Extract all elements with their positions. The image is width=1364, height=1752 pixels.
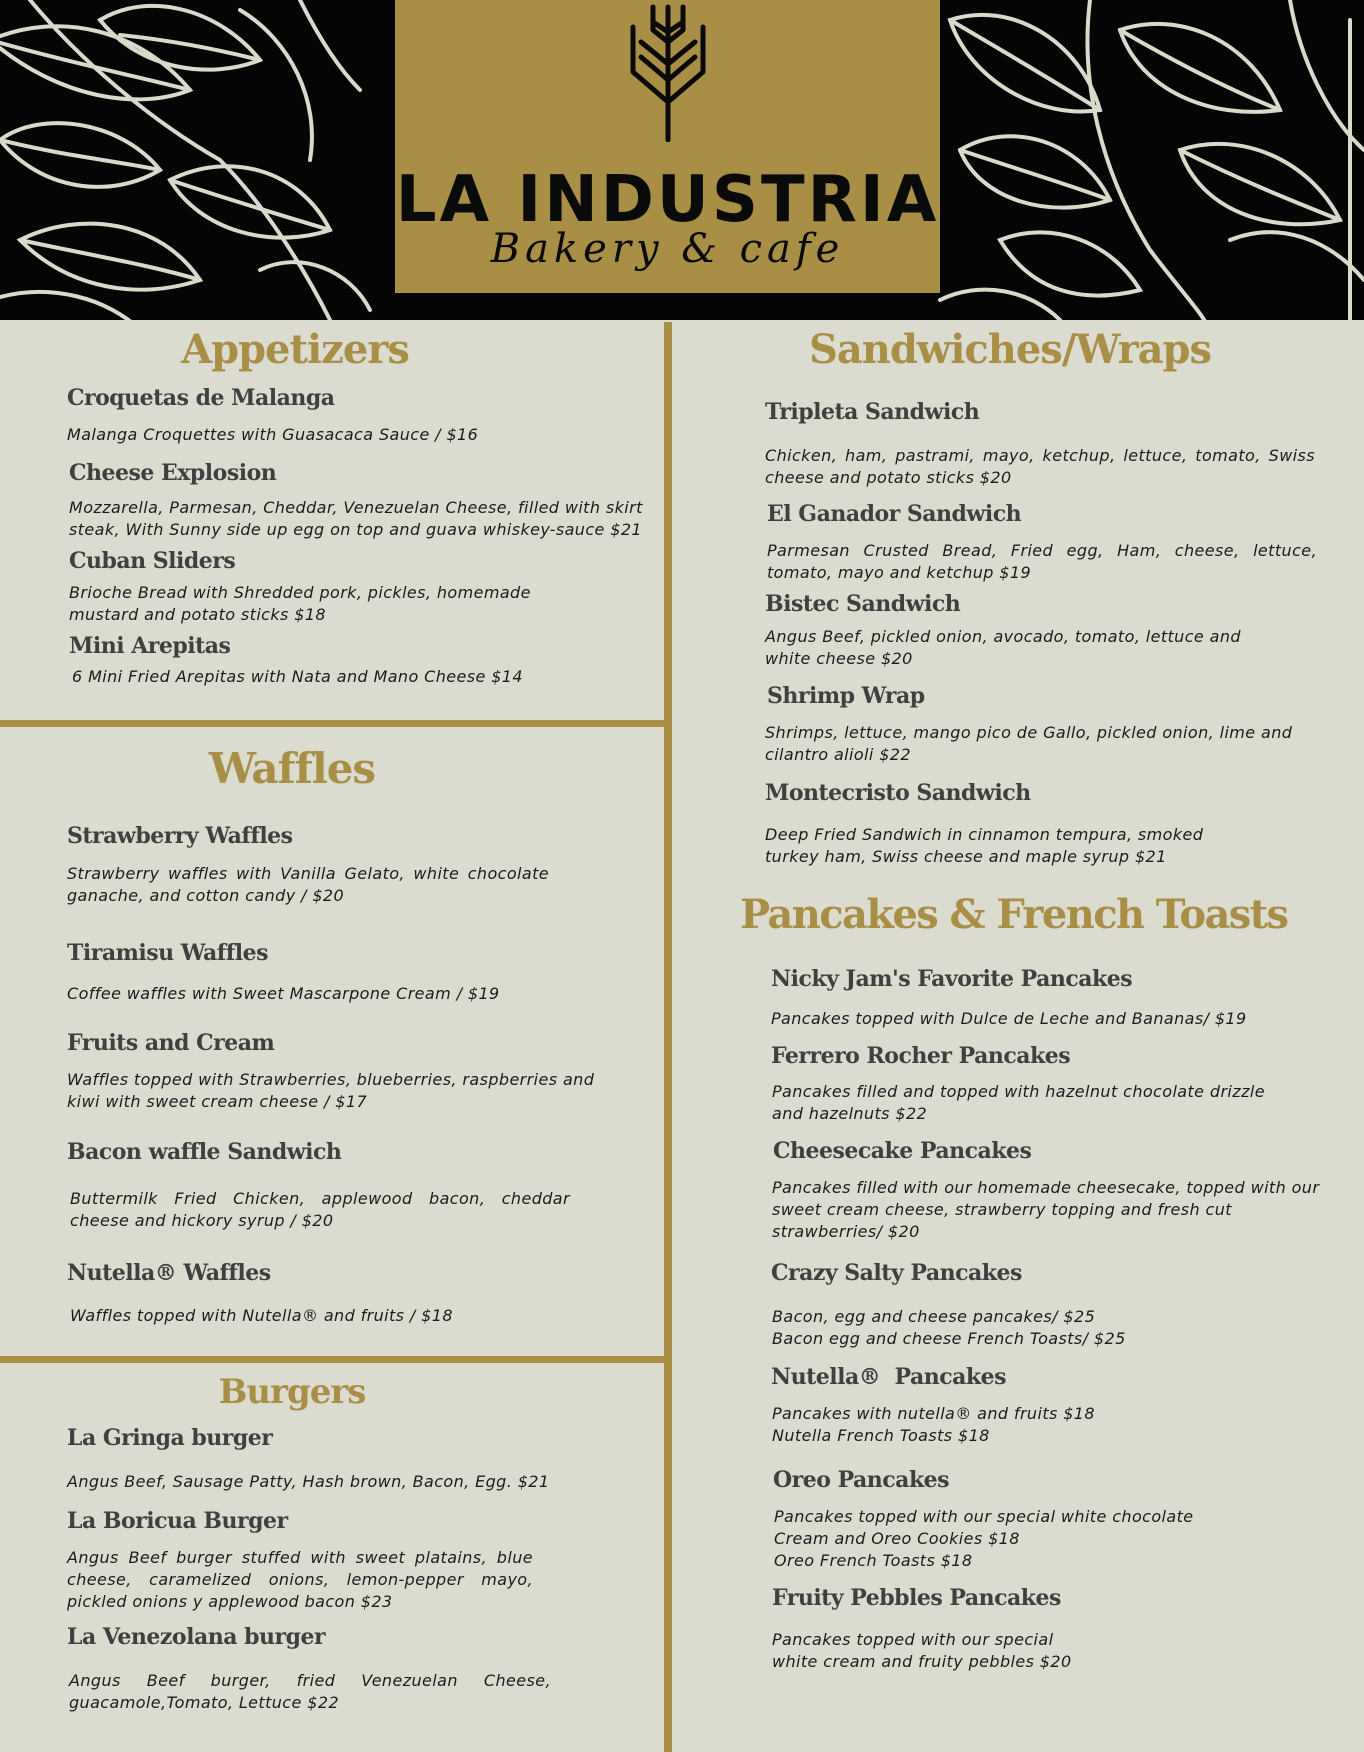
item-name-ferrero-rocher: Ferrero Rocher Pancakes — [771, 1043, 1071, 1069]
item-desc-montecristo: Deep Fried Sandwich in cinnamon tempura, smoked turkey ham, Swiss cheese and maple syrup $21 — [765, 825, 1204, 866]
item-name-bacon-waffle-sandwich: Bacon waffle Sandwich — [67, 1139, 342, 1165]
item-name-la-gringa: La Gringa burger — [67, 1425, 273, 1451]
item-name-fruits-and-cream: Fruits and Cream — [67, 1030, 275, 1056]
item-name-el-ganador: El Ganador Sandwich — [767, 501, 1022, 527]
item-desc-nutella-pancakes: Pancakes with nutella® and fruits $18 Nutella French Toasts $18 — [772, 1404, 1095, 1445]
item-desc-cheese-explosion: Mozzarella, Parmesan, Cheddar, Venezuelan Cheese, filled with skirt steak, With Sunny side up egg on top and guava whiskey-sauce $21 — [69, 498, 643, 539]
item-name-cuban-sliders: Cuban Sliders — [69, 548, 236, 574]
item-desc-fruity-pebbles: Pancakes topped with our special white cream and fruity pebbles $20 — [772, 1630, 1072, 1671]
item-name-cheesecake: Cheesecake Pancakes — [773, 1138, 1032, 1164]
menu-header — [0, 0, 1364, 320]
item-name-fruity-pebbles: Fruity Pebbles Pancakes — [772, 1585, 1061, 1611]
item-desc-cheesecake: Pancakes filled with our homemade cheesecake, topped with our sweet cream cheese, strawberry topping and fresh cut strawberries/ $20 — [772, 1178, 1320, 1241]
item-desc-mini-arepitas: 6 Mini Fried Arepitas with Nata and Mano Cheese $14 — [72, 667, 523, 686]
item-desc-shrimp-wrap: Shrimps, lettuce, mango pico de Gallo, pickled onion, lime and cilantro alioli $22 — [765, 723, 1293, 764]
item-name-cheese-explosion: Cheese Explosion — [69, 460, 277, 486]
item-desc-bacon-waffle-sandwich: Buttermilk Fried Chicken, applewood bacon, cheddar cheese and hickory syrup / $20 — [70, 1189, 570, 1230]
item-name-montecristo: Montecristo Sandwich — [765, 780, 1031, 806]
section-title-sandwiches: Sandwiches/Wraps — [808, 326, 1212, 373]
item-desc-nutella-waffles: Waffles topped with Nutella® and fruits / $18 — [70, 1306, 453, 1325]
item-name-tripleta: Tripleta Sandwich — [765, 399, 980, 425]
item-name-nutella-pancakes: Nutella® Pancakes — [771, 1364, 1007, 1390]
logo-block — [395, 0, 940, 293]
section-title-pancakes: Pancakes & French Toasts — [740, 891, 1288, 938]
section-divider-waffles — [0, 1356, 664, 1363]
item-name-tiramisu-waffles: Tiramisu Waffles — [67, 940, 268, 966]
item-desc-strawberry-waffles: Strawberry waffles with Vanilla Gelato, white chocolate ganache, and cotton candy / $20 — [67, 864, 549, 905]
item-desc-la-gringa: Angus Beef, Sausage Patty, Hash brown, Bacon, Egg. $21 — [67, 1472, 550, 1491]
item-name-nutella-waffles: Nutella® Waffles — [67, 1260, 271, 1286]
wheat-icon — [623, 2, 713, 142]
item-desc-crazy-salty: Bacon, egg and cheese pancakes/ $25 Bacon egg and cheese French Toasts/ $25 — [772, 1307, 1126, 1348]
item-desc-nicky-jam: Pancakes topped with Dulce de Leche and Bananas/ $19 — [771, 1009, 1247, 1028]
item-desc-ferrero-rocher: Pancakes filled and topped with hazelnut chocolate drizzle and hazelnuts $22 — [772, 1082, 1265, 1123]
item-desc-la-boricua: Angus Beef burger stuffed with sweet platains, blue cheese, caramelized onions, lemon-pepper mayo, pickled onions y applewood bacon $23 — [67, 1548, 533, 1611]
item-desc-la-venezolana: Angus Beef burger, fried Venezuelan Cheese, guacamole,Tomato, Lettuce $22 — [69, 1671, 551, 1712]
brand-tagline: Bakery & cafe — [490, 226, 845, 272]
item-name-nicky-jam: Nicky Jam's Favorite Pancakes — [771, 966, 1133, 992]
item-name-la-venezolana: La Venezolana burger — [67, 1624, 326, 1650]
item-desc-tripleta: Chicken, ham, pastrami, mayo, ketchup, lettuce, tomato, Swiss cheese and potato sticks $20 — [765, 446, 1315, 487]
item-name-oreo: Oreo Pancakes — [773, 1467, 950, 1493]
item-name-crazy-salty: Crazy Salty Pancakes — [771, 1260, 1022, 1286]
section-title-appetizers: Appetizers — [181, 326, 409, 373]
item-name-bistec: Bistec Sandwich — [765, 591, 961, 617]
item-desc-tiramisu-waffles: Coffee waffles with Sweet Mascarpone Cream / $19 — [67, 984, 500, 1003]
item-name-mini-arepitas: Mini Arepitas — [69, 633, 231, 659]
item-desc-bistec: Angus Beef, pickled onion, avocado, tomato, lettuce and white cheese $20 — [765, 627, 1241, 668]
section-title-burgers: Burgers — [218, 1372, 366, 1412]
item-desc-fruits-and-cream: Waffles topped with Strawberries, blueberries, raspberries and kiwi with sweet cream cheese / $17 — [67, 1070, 595, 1111]
item-name-shrimp-wrap: Shrimp Wrap — [767, 683, 925, 709]
brand-name: LA INDUSTRIA — [395, 163, 940, 237]
item-desc-cuban-sliders: Brioche Bread with Shredded pork, pickles, homemade mustard and potato sticks $18 — [69, 583, 531, 624]
item-desc-el-ganador: Parmesan Crusted Bread, Fried egg, Ham, cheese, lettuce, tomato, mayo and ketchup $19 — [767, 541, 1317, 582]
item-name-strawberry-waffles: Strawberry Waffles — [67, 823, 293, 849]
item-desc-croquetas: Malanga Croquettes with Guasacaca Sauce / $16 — [67, 425, 479, 444]
item-name-croquetas: Croquetas de Malanga — [67, 385, 335, 411]
item-desc-oreo: Pancakes topped with our special white chocolate Cream and Oreo Cookies $18 Oreo French Toasts $18 — [774, 1507, 1194, 1570]
section-title-waffles: Waffles — [208, 744, 376, 793]
column-divider — [664, 322, 672, 1752]
section-divider-appetizers — [0, 720, 664, 727]
item-name-la-boricua: La Boricua Burger — [67, 1508, 288, 1534]
